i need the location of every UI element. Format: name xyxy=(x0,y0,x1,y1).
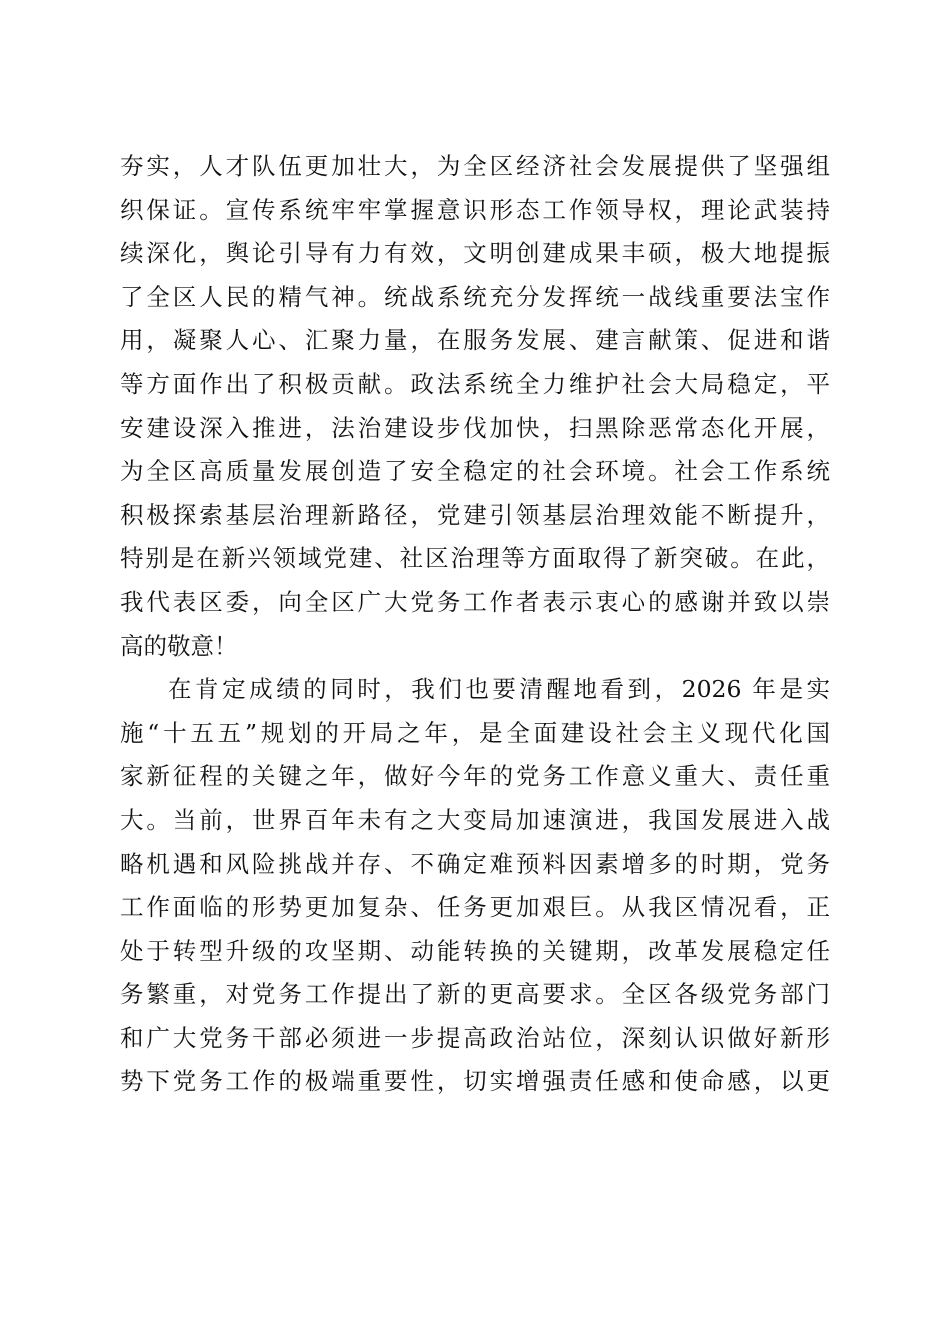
text-line: 处于转型升级的攻坚期、动能转换的关键期，改革发展稳定任 xyxy=(120,936,830,965)
text-line: 织保证。宣传系统牢牢掌握意识形态工作领导权，理论武装持 xyxy=(120,195,830,224)
text-line: 家新征程的关键之年，做好今年的党务工作意义重大、责任重 xyxy=(120,762,830,791)
text-line: 了全区人民的精气神。统战系统充分发挥统一战线重要法宝作 xyxy=(120,282,830,311)
text-line: 施“十五五”规划的开局之年，是全面建设社会主义现代化国 xyxy=(120,718,830,747)
text-line: 大。当前，世界百年未有之大变局加速演进，我国发展进入战 xyxy=(120,805,830,834)
text-line: 高的敬意！ xyxy=(120,631,238,660)
text-line: 等方面作出了积极贡献。政法系统全力维护社会大局稳定，平 xyxy=(120,369,830,398)
text-line: 和广大党务干部必须进一步提高政治站位，深刻认识做好新形 xyxy=(120,1023,830,1052)
text-line: 略机遇和风险挑战并存、不确定难预料因素增多的时期，党务 xyxy=(120,849,830,878)
text-line: 安建设深入推进，法治建设步伐加快，扫黑除恶常态化开展， xyxy=(120,413,830,442)
document-body xyxy=(120,145,830,1104)
paragraph-achievements xyxy=(120,145,830,668)
text-line: 我代表区委，向全区广大党务工作者表示衷心的感谢并致以崇 xyxy=(120,587,830,616)
text-line: 夯实，人才队伍更加壮大，为全区经济社会发展提供了坚强组 xyxy=(120,152,830,180)
text-line: 为全区高质量发展创造了安全稳定的社会环境。社会工作系统 xyxy=(120,457,830,486)
text-line: 续深化，舆论引导有力有效，文明创建成果丰硕，极大地提振 xyxy=(120,239,830,268)
paragraph-challenges xyxy=(120,668,830,1104)
text-line: 务繁重，对党务工作提出了新的更高要求。全区各级党务部门 xyxy=(120,980,830,1009)
text-line: 用，凝聚人心、汇聚力量，在服务发展、建言献策、促进和谐 xyxy=(120,326,830,355)
text-line: 势下党务工作的极端重要性，切实增强责任感和使命感，以更 xyxy=(120,1067,830,1096)
text-line: 特别是在新兴领域党建、社区治理等方面取得了新突破。在此， xyxy=(120,544,830,573)
text-line: 在肯定成绩的同时，我们也要清醒地看到，2026 年是实 xyxy=(168,675,830,704)
text-line: 工作面临的形势更加复杂、任务更加艰巨。从我区情况看，正 xyxy=(120,893,830,922)
text-line: 积极探索基层治理新路径，党建引领基层治理效能不断提升， xyxy=(120,500,830,529)
